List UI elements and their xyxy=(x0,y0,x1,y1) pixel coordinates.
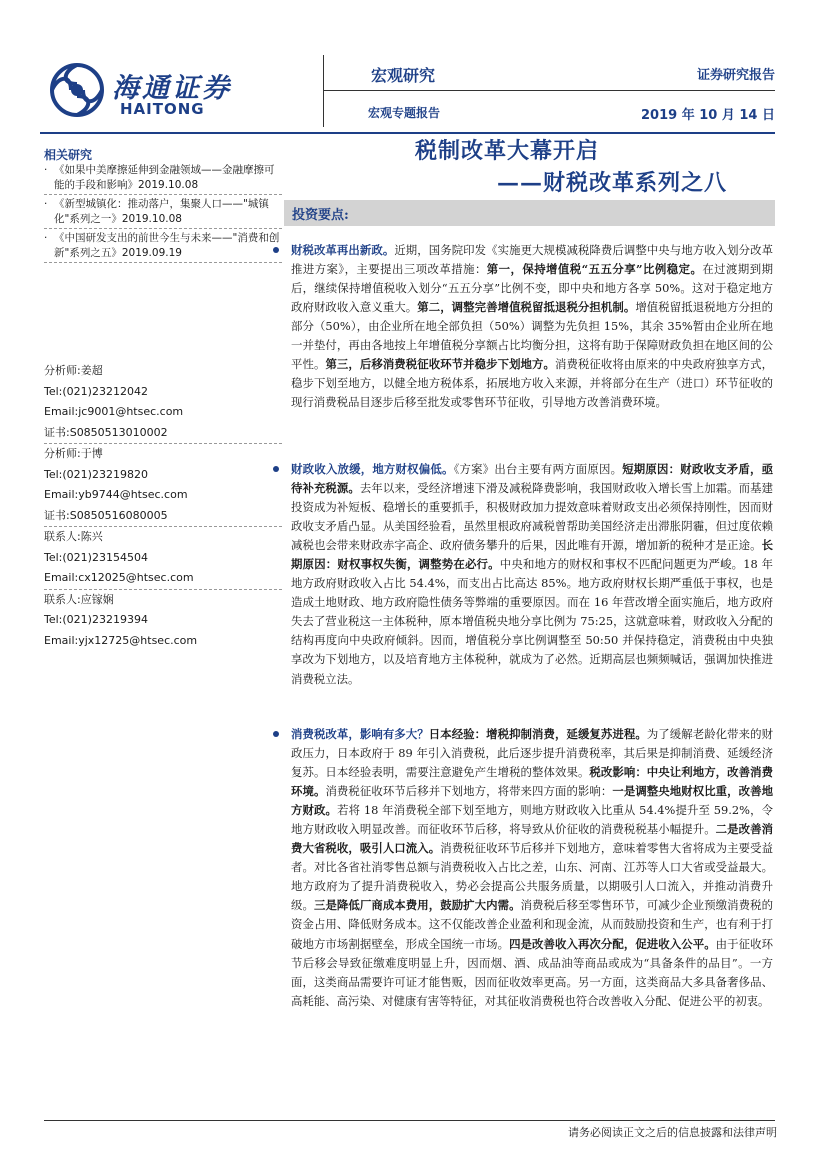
report-date: 2019 年 10 月 14 日 xyxy=(641,108,775,123)
analyst-cert: 证书:S0850516080005 xyxy=(44,508,168,522)
bullet-icon xyxy=(273,466,279,472)
bullet-icon xyxy=(273,247,279,253)
haitong-logo xyxy=(50,60,250,122)
related-item[interactable]: · 《新型城镇化：推动落户，集聚人口——"城镇化"系列之一》2019.10.08 xyxy=(44,198,269,225)
paragraph-2: 财政收入放缓，地方财权偏低。《方案》出台主要有两方面原因。短期原因：财政收支矛盾，亟待补充税源。去年以来，受经济增速下滑及减税降费影响，我国财政收入增长雪上加霜。而基建投资成为补短板、稳增长的重要抓手，积极财政加力提效意味着财政支出必须保持刚性，因而财政收支矛盾凸显。从美国经验看，虽然里根政府减税曾帮助美国经济走出滞胀阴霾，但过度依赖减税也会带来财政赤字高企、政府债务攀升的后果，因此唯有开源，增加新的税种才是正途。长期原因：财权事权失衡，调整势在必行。中央和地方的财权和事权不匹配问题更为严峻。18 年地方政府财政收入占比 54.4%，而支出占比高达 85%。地方政府财权长期严重低于事权，也是造成土地财政、地方政府隐性债务等弊端的重要原因。而在 16 年营改增全面实施后，地方政府失去了营业税这一主体税种，原本增值税央地分享比例为 75:25，这就意味着，财政收入分配的结构再度向中央政府倾斜。因而，增值税分享比例调整至 50:50 并保持稳定，消费税由中央独享改为下划地方，以及培育地方主体税种，就成为了必然。近期高层也频频喊话，强调加快推进消费税立法。 xyxy=(291,460,773,689)
contact-tel: Tel:(021)23219394 xyxy=(44,613,148,626)
analyst-name: 分析师:姜超 xyxy=(44,364,103,377)
report-category: 宏观研究 xyxy=(371,66,436,85)
contact-name: 联系人:陈兴 xyxy=(44,530,103,543)
analyst-cert: 证书:S0850513010002 xyxy=(44,425,168,439)
contact-name: 联系人:应镓娴 xyxy=(44,592,114,606)
footer-rule xyxy=(44,1120,775,1121)
paragraph-3: 消费税改革，影响有多大？日本经验：增税抑制消费，延缓复苏进程。为了缓解老龄化带来的财政压力，日本政府于 89 年引入消费税，此后逐步提升消费税率，其后果是抑制消费、延缓经济复苏。日本经验表明，需要注意避免产生增税的整体效果。税改影响：中央让利地方，改善消费环境。消费税征收环节后移并下划地方，将带来四方面的影响：一是调整央地财权比重，改善地方财政。若将 18 年消费税全部下划至地方，则地方财政收入比重从 54.4%提升至 59.2%，令地方财政收入明显改善。而征收环节后移，将导致从价征收的消费税税基小幅提升。二是改善消费大省税收，吸引人口流入。消费税征收环节后移并下划地方，意味着零售大省将成为主要受益者。对比各省社消零售总额与消费税收入占比之差，山东、河南、江苏等人口大省或受益最大。地方政府为了提升消费税收入，势必会提高公共服务质量，以期吸引人口流入，并推动消费升级。三是降低厂商成本费用，鼓励扩大内需。消费税后移至零售环节，可减少企业预缴消费税的资金占用、降低财务成本。这不仅能改善企业盈利和现金流，从而鼓励投资和生产，也有利于打破地方市场割据壁垒，形成全国统一市场。四是改善收入再次分配，促进收入公平。由于征收环节后移会导致征缴难度明显上升，因而烟、酒、成品油等商品或成为“具备条件的品目”。一方面，这类商品需要许可证才能售贩，因而征收效率更高。另一方面，这类商品大多具备奢侈品、高耗能、高污染、对健康有害等特征，对其征收消费税也符合改善收入分配、促进公平的初衷。 xyxy=(291,725,773,1011)
contact-tel: Tel:(021)23154504 xyxy=(44,550,148,564)
logo-cn-text: 海通证券 xyxy=(112,73,232,104)
related-item[interactable]: · 《如果中美摩擦延伸到金融领域——金融摩擦可能的手段和影响》2019.10.08 xyxy=(44,164,275,191)
report-subcategory: 宏观专题报告 xyxy=(368,106,441,120)
report-subtitle: ——财税改革系列之八 xyxy=(497,170,728,196)
report-title: 税制改革大幕开启 xyxy=(415,138,600,164)
analyst-name: 分析师:于博 xyxy=(44,447,103,460)
footer-disclaimer[interactable]: 请务必阅读正文之后的信息披露和法律声明 xyxy=(568,1126,777,1139)
header-divider-horizontal xyxy=(323,90,775,91)
divider xyxy=(44,228,282,229)
report-type: 证券研究报告 xyxy=(696,68,775,83)
analyst-tel: Tel:(021)23219820 xyxy=(44,467,148,481)
section-bar xyxy=(284,200,775,226)
divider xyxy=(44,262,282,263)
paragraph-1: 财税改革再出新政。近期，国务院印发《实施更大规模减税降费后调整中央与地方收入划分改革推进方案》，主要提出三项改革措施：第一，保持增值税“五五分享”比例稳定。在过渡期到期后，继续保持增值税收入划分“五五分享”比例不变，即中央和地方各享 50%。这对于稳定地方政府财政收入意义重大。第二，调整完善增值税留抵退税分担机制。增值税留抵退税地方分担的部分（50%），由企业所在地全部负担（50%）调整为先负担 15%，其余 35%暂由企业所在地一并垫付，再由各地按上年增值税分享额占比均衡分担，这将有助于保障财政负担在地区间的公平性。第三，后移消费税征收环节并稳步下划地方。消费税征收将由原来的中央政府独享方式，稳步下划至地方，以健全地方税体系，拓展地方收入来源，并将部分在生产（进口）环节征收的现行消费税品目逐步后移至批发或零售环节征收，引导地方改善消费环境。 xyxy=(291,241,773,412)
bullet-icon xyxy=(273,731,279,737)
haitong-emblem-icon xyxy=(50,62,104,118)
divider xyxy=(44,194,282,195)
logo-en-text: HAITONG xyxy=(120,100,205,118)
analyst-tel: Tel:(021)23212042 xyxy=(44,384,148,398)
analyst-email[interactable]: Email:yb9744@htsec.com xyxy=(44,488,188,501)
contact-email[interactable]: Email:cx12025@htsec.com xyxy=(44,571,194,584)
analyst-contacts xyxy=(44,361,282,651)
header-bottom-rule xyxy=(40,132,775,134)
contact-email[interactable]: Email:yjx12725@htsec.com xyxy=(44,633,198,647)
related-research-title: 相关研究 xyxy=(44,148,93,162)
section-label: 投资要点: xyxy=(292,208,349,223)
related-research-list xyxy=(44,163,282,265)
analyst-email[interactable]: Email:jc9001@htsec.com xyxy=(44,405,184,418)
header-divider-vertical xyxy=(323,55,324,127)
related-item[interactable]: · 《中国研发支出的前世今生与未来——"消费和创新"系列之五》2019.09.19 xyxy=(44,232,280,259)
